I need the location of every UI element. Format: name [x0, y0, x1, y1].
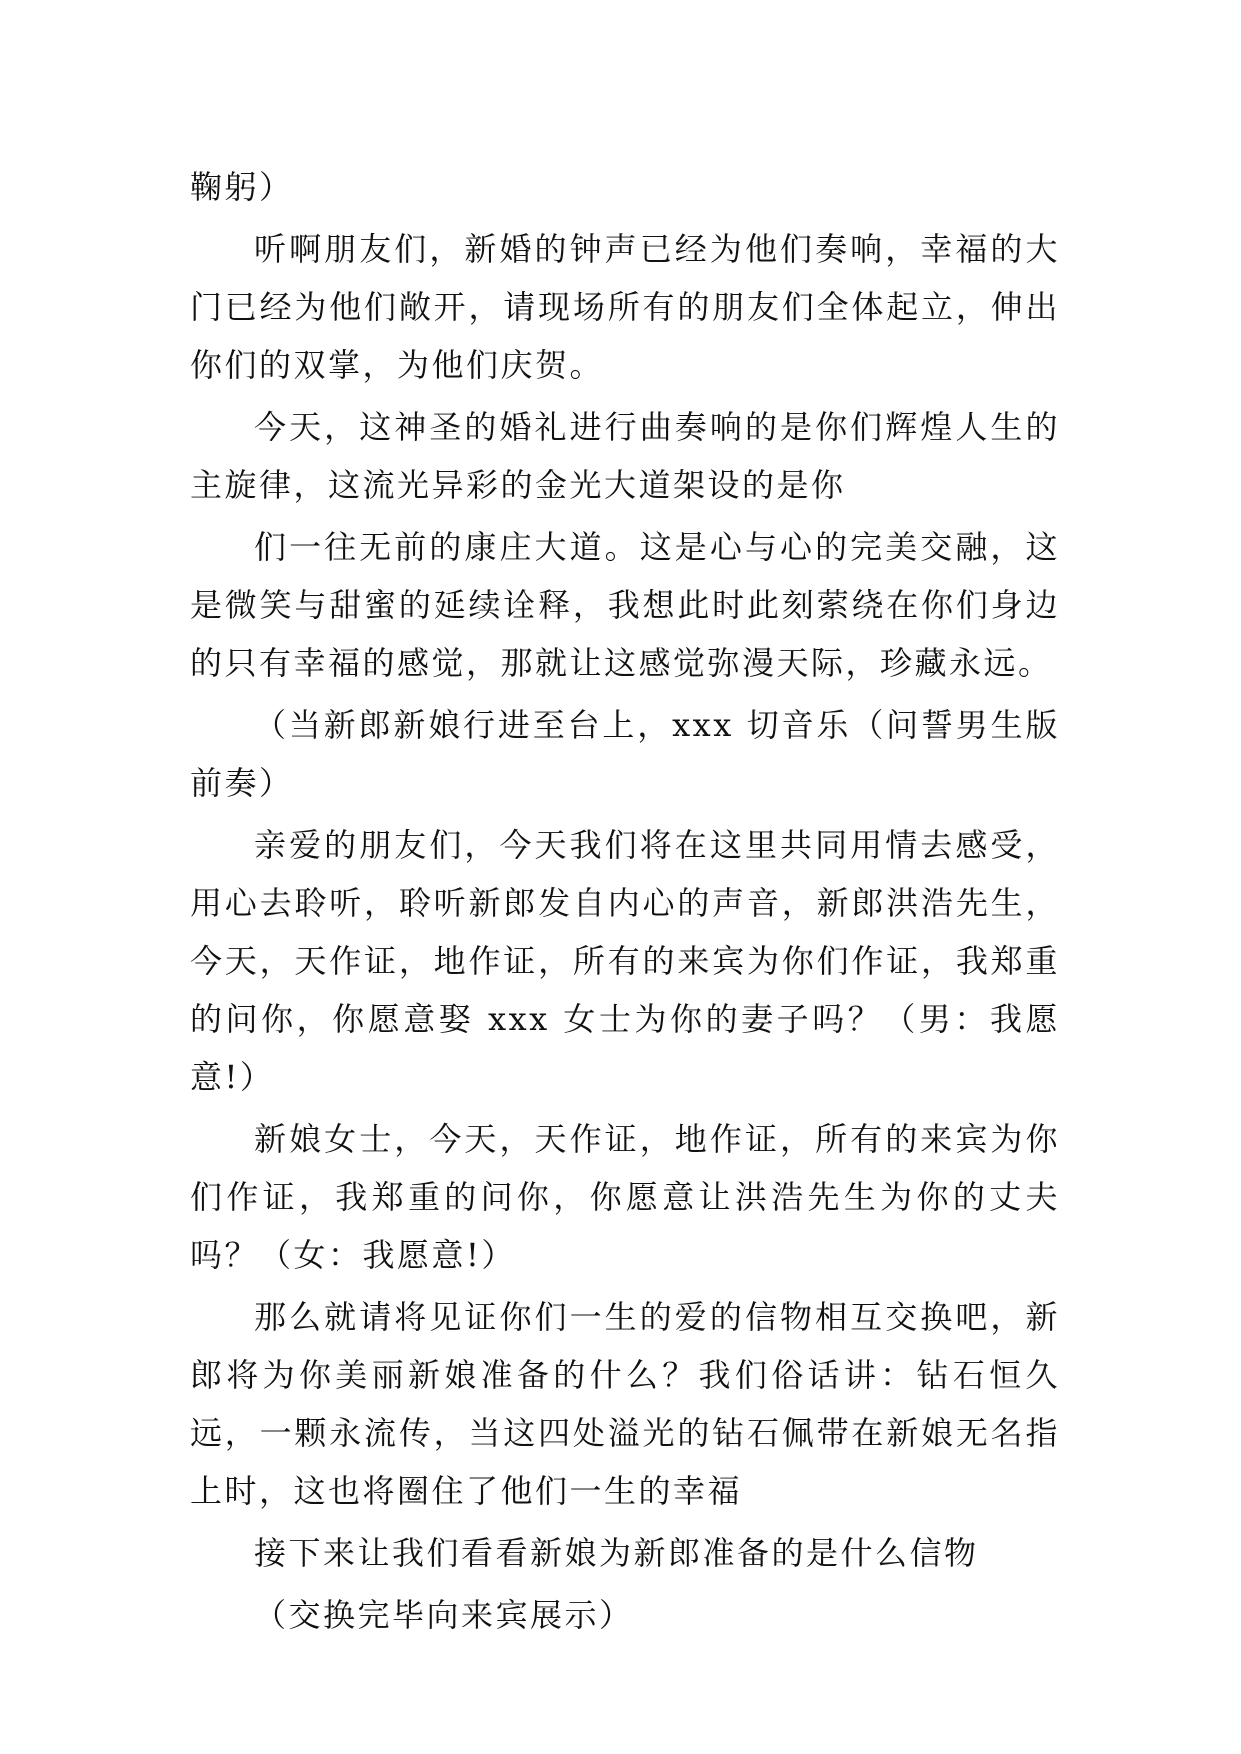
paragraph-1: 鞠躬）	[190, 168, 294, 206]
paragraph-4: 们一往无前的康庄大道。这是心与心的完美交融，这是微笑与甜蜜的延续诠释，我想此时此刻萦绕在你们身边的只有幸福的感觉，那就让这感觉弥漫天际，珍藏永远。	[190, 528, 1060, 682]
paragraph-7: 新娘女士，今天，天作证，地作证，所有的来宾为你们作证，我郑重的问你，你愿意让洪浩先生为你的丈夫吗？（女：我愿意!）	[190, 1120, 1060, 1274]
paragraph-2: 听啊朋友们，新婚的钟声已经为他们奏响，幸福的大门已经为他们敞开，请现场所有的朋友们全体起立，伸出你们的双掌，为他们庆贺。	[190, 230, 1060, 384]
paragraph-8: 那么就请将见证你们一生的爱的信物相互交换吧，新郎将为你美丽新娘准备的什么？我们俗话讲：钻石恒久远，一颗永流传，当这四处溢光的钻石佩带在新娘无名指上时，这也将圈住了他们一生的幸福	[190, 1298, 1060, 1510]
paragraph-6: 亲爱的朋友们，今天我们将在这里共同用情去感受，用心去聆听，聆听新郎发自内心的声音，新郎洪浩先生，今天，天作证，地作证，所有的来宾为你们作证，我郑重的问你，你愿意娶 xxx 女士为你的妻子吗？（男：我愿意!）	[190, 826, 1060, 1096]
document-body	[190, 158, 1060, 1648]
paragraph-10: （交换完毕向来宾展示）	[254, 1596, 634, 1634]
paragraph-3: 今天，这神圣的婚礼进行曲奏响的是你们辉煌人生的主旋律，这流光异彩的金光大道架设的是你	[190, 408, 1060, 504]
paragraph-5: （当新郎新娘行进至台上，xxx 切音乐（问誓男生版前奏）	[190, 706, 1060, 802]
paragraph-9: 接下来让我们看看新娘为新郎准备的是什么信物	[254, 1534, 979, 1572]
